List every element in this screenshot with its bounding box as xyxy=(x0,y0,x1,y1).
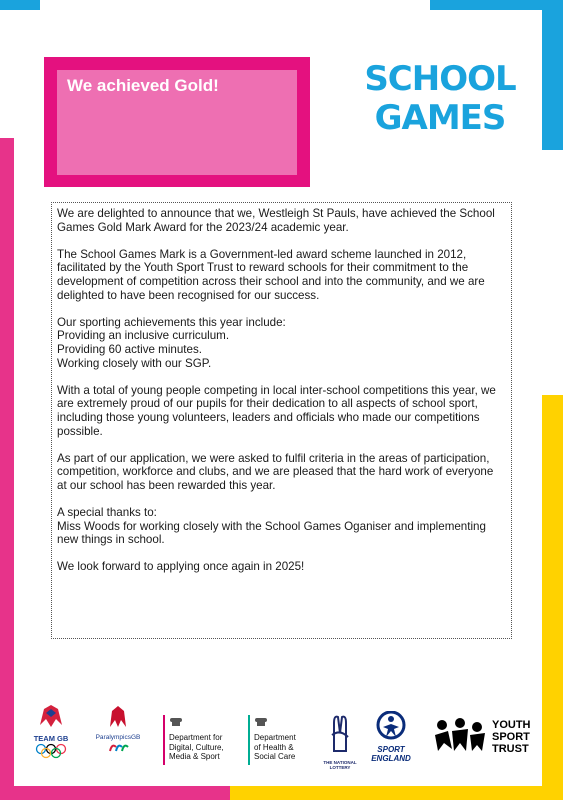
logo-line-games: GAMES xyxy=(374,98,506,135)
logo-line-school: SCHOOL xyxy=(364,59,516,99)
team-gb-logo xyxy=(30,703,72,763)
title-box xyxy=(44,57,310,187)
paralympics-label: ParalympicsGB xyxy=(95,734,141,741)
yst-line-2: SPORT xyxy=(492,731,530,743)
paragraph-pride: With a total of young people competing in local inter-school competitions this year, we are extremely proud of our pupils for their dedication to all aspects of school sport, including those young volunteers, leaders and officials who made our competitions possible. xyxy=(57,383,496,438)
team-gb-label: TEAM GB xyxy=(33,734,69,743)
paragraph-intro: We are delighted to announce that we, Westleigh St Pauls, have achieved the School Games Gold Mark Award for the 2023/24 academic year. xyxy=(57,207,495,234)
royal-crest-icon xyxy=(254,716,268,728)
sport-england-line-1: SPORT xyxy=(377,745,405,754)
dhsc-line-1: Department xyxy=(254,733,296,742)
dhsc-logo xyxy=(248,715,316,765)
dhsc-line-2: of Health & xyxy=(254,742,294,752)
dcms-line-1: Department for xyxy=(169,733,223,742)
top-left-stripe xyxy=(0,0,40,10)
bottom-pink-stripe xyxy=(0,786,230,800)
school-games-logo xyxy=(350,55,530,135)
youth-sport-trust-logo xyxy=(432,717,540,762)
footer-logos xyxy=(30,703,540,773)
paralympics-gb-logo xyxy=(92,705,144,765)
yst-figures-icon xyxy=(432,717,488,757)
sport-england-line-2: ENGLAND xyxy=(371,754,411,763)
letter-body[interactable] xyxy=(51,202,512,639)
paralympics-lion-icon xyxy=(92,705,144,729)
paragraph-application: As part of our application, we were asked to fulfil criteria in the areas of participation, competition, workforce and clubs, and we are pleased that the hard work of everyone at our school has been rewarded this year. xyxy=(57,451,494,492)
dhsc-line-3: Social Care xyxy=(254,752,296,761)
yst-line-1: YOUTH xyxy=(492,719,531,731)
agitos-icon xyxy=(92,741,144,755)
thanks-heading: A special thanks to: xyxy=(57,506,157,520)
right-yellow-stripe xyxy=(542,395,563,800)
national-lottery-logo xyxy=(320,711,360,770)
right-blue-stripe xyxy=(542,0,563,150)
page-title: We achieved Gold! xyxy=(67,76,219,95)
olympic-rings-icon xyxy=(30,743,72,759)
sport-england-figure-icon xyxy=(374,711,408,741)
dcms-line-2: Digital, Culture, xyxy=(169,742,224,752)
left-pink-stripe xyxy=(0,138,14,800)
yst-line-3: TRUST xyxy=(492,743,529,755)
crossed-fingers-icon xyxy=(320,711,360,755)
achievement-item: Working closely with our SGP. xyxy=(57,356,212,370)
thanks-text: Miss Woods for working closely with the School Games Oganiser and implementing new things in school. xyxy=(57,519,486,547)
paragraph-scheme: The School Games Mark is a Government-led award scheme launched in 2012, facilitated by the Youth Sport Trust to reward schools for their commitment to the development of competition across their school and into the community, and we are delighted to have been recognised for our success. xyxy=(57,247,485,302)
dcms-line-3: Media & Sport xyxy=(169,752,220,761)
achievement-item: Providing an inclusive curriculum. xyxy=(57,329,230,343)
closing-text: We look forward to applying once again in 2025! xyxy=(57,560,305,574)
title-inner xyxy=(57,70,297,175)
dcms-logo xyxy=(163,715,239,765)
royal-crest-icon xyxy=(169,716,183,728)
lion-icon xyxy=(30,703,72,729)
lottery-label: THE NATIONAL LOTTERY xyxy=(323,760,357,770)
sport-england-logo xyxy=(366,711,416,766)
achievement-item: Providing 60 active minutes. xyxy=(57,342,202,356)
achievements-heading: Our sporting achievements this year include: xyxy=(57,315,286,329)
